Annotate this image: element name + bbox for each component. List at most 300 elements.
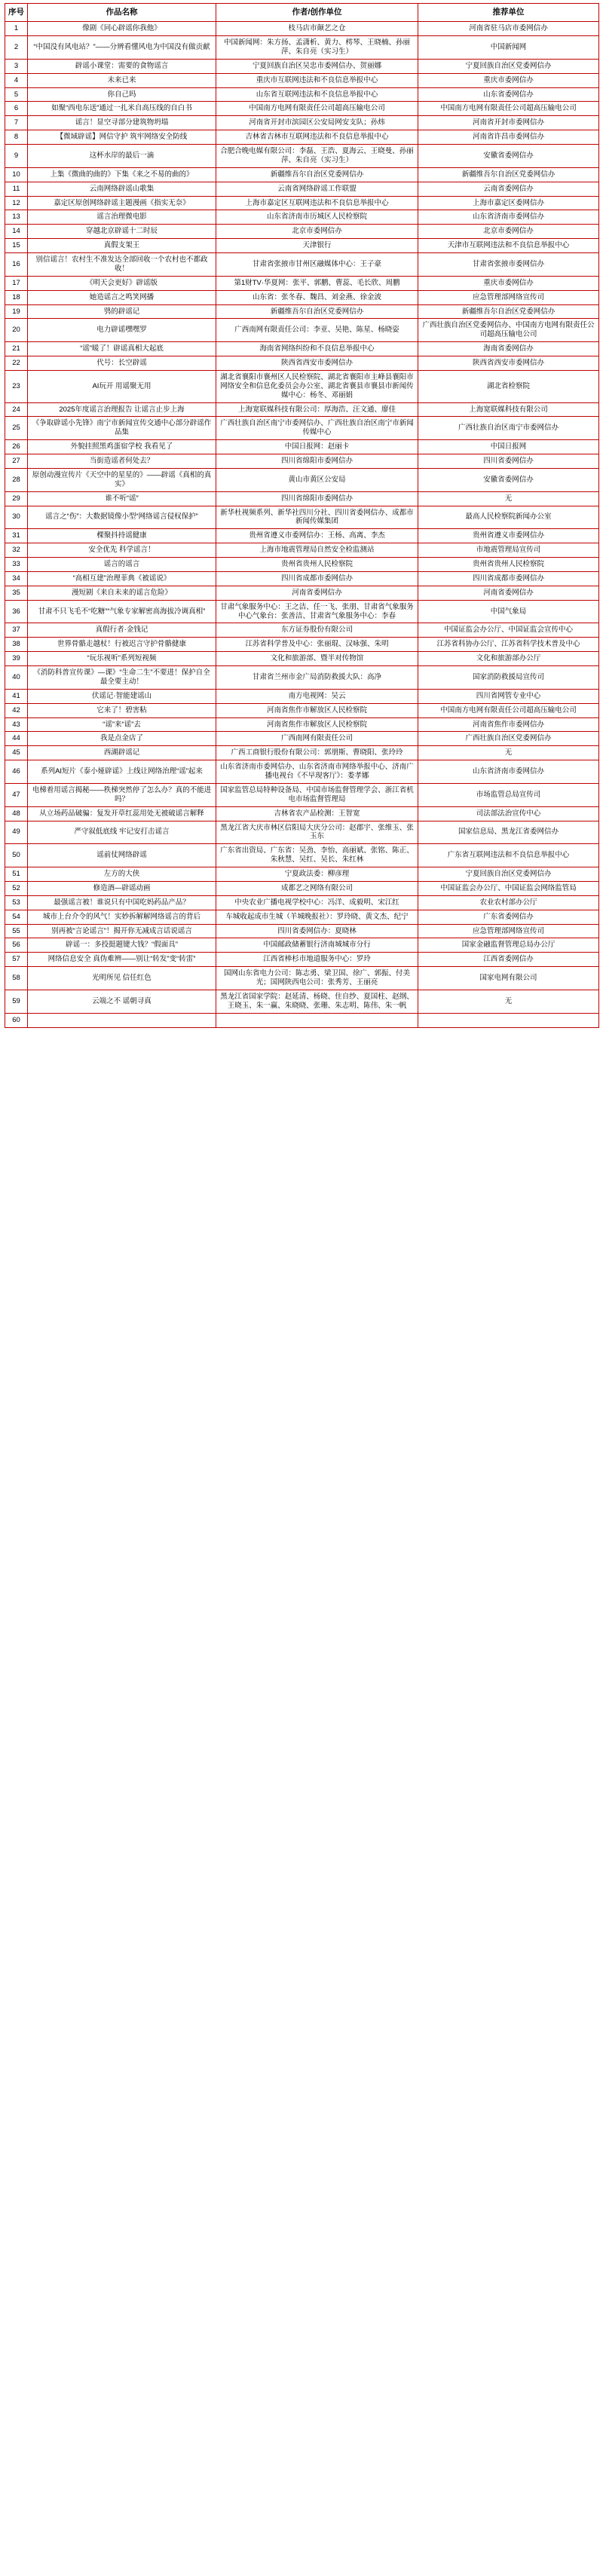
cell-author: 中国邮政储蓄银行济南城城市分行 [216, 938, 418, 953]
table-row [5, 253, 599, 277]
cell-recommender: 广东省互联网违法和不良信息举报中心 [418, 844, 599, 867]
cell-author: 江苏省科学普及中心：张丽琨、汉咏强、朱明 [216, 638, 418, 652]
table-row [5, 225, 599, 239]
table-row [5, 130, 599, 145]
cell-recommender: 河南省焦作市委网信办 [418, 717, 599, 732]
table-row [5, 210, 599, 225]
table-row [5, 506, 599, 529]
table-row [5, 59, 599, 73]
cell-title: 云端之不 谣朝寻真 [28, 990, 216, 1013]
cell-title: 最强谣言被！谁说只有中国吃妈药品产品？ [28, 895, 216, 910]
cell-title: 谣言！显空寻部分建筑物坍塌 [28, 116, 216, 130]
cell-recommender: 重庆市委网信办 [418, 276, 599, 290]
table-row [5, 689, 599, 703]
cell-author: 河南省焦作市解放区人民检察院 [216, 703, 418, 717]
cell-recommender: 无 [418, 746, 599, 760]
cell-recommender: 安徽省委网信办 [418, 468, 599, 491]
cell-title: 上集《微曲的曲的》下集《来之不易的曲的》 [28, 167, 216, 182]
cell-author: 吉林省农产品检测：王智宽 [216, 806, 418, 821]
table-row [5, 102, 599, 116]
cell-title: 西湖辟谣记 [28, 746, 216, 760]
cell-title: 城市上台介令的风气！实妙拆解解网络谣言的背后 [28, 910, 216, 924]
cell-recommender: 宁夏回族自治区党委网信办 [418, 867, 599, 882]
cell-recommender: 中国气象局 [418, 600, 599, 623]
cell-index: 43 [5, 717, 28, 732]
cell-author: 新疆维吾尔自治区党委网信办 [216, 167, 418, 182]
table-row [5, 760, 599, 784]
cell-title: 谣言的谣言 [28, 558, 216, 572]
cell-index: 44 [5, 732, 28, 746]
table-row [5, 440, 599, 454]
table-row [5, 417, 599, 440]
cell-index: 15 [5, 239, 28, 253]
table-row [5, 953, 599, 967]
table-row [5, 356, 599, 371]
cell-title: 这杯水岸的最后一滴 [28, 145, 216, 168]
table-body [5, 22, 599, 1027]
cell-index: 59 [5, 990, 28, 1013]
table-row [5, 967, 599, 990]
table-row [5, 910, 599, 924]
cell-recommender: 陕西省西安市委网信办 [418, 356, 599, 371]
table-row [5, 881, 599, 895]
cell-title: 像剧《同心辟谣你我他》 [28, 22, 216, 36]
cell-recommender: 国家消防救援局宣传司 [418, 666, 599, 690]
cell-recommender: 上海宽联媒科技有限公司 [418, 402, 599, 417]
cell-recommender: 新疆维吾尔自治区党委网信办 [418, 304, 599, 319]
cell-author: 合肥合晚电媒有限公司：李磊、王浩、夏海云、王晓曼、孙丽萍、朱自亮（实习生） [216, 145, 418, 168]
cell-recommender: 广西壮族自治区党委网信办 [418, 732, 599, 746]
cell-recommender: 司法部法治宣传中心 [418, 806, 599, 821]
cell-recommender: 江西省委网信办 [418, 953, 599, 967]
table-row [5, 116, 599, 130]
cell-recommender: 湖北省检察院 [418, 370, 599, 402]
cell-index: 3 [5, 59, 28, 73]
cell-author: 上海市地震管理局自然安全检监测站 [216, 543, 418, 558]
cell-recommender: 贵州省遵义市委网信办 [418, 529, 599, 543]
table-row [5, 821, 599, 844]
table-row [5, 600, 599, 623]
cell-title: 别信谣言！农村生不准发达全部回收一个农村也不都政收！ [28, 253, 216, 277]
table-row [5, 1013, 599, 1027]
cell-title: 别再被“言论谣言”！揭开你无减成言话说谣言 [28, 924, 216, 938]
cell-recommender: 宁夏回族自治区党委网信办 [418, 59, 599, 73]
column-header-title: 作品名称 [28, 4, 216, 22]
cell-recommender: 上海市嘉定区委网信办 [418, 196, 599, 210]
cell-author: 河南省委网信办 [216, 586, 418, 600]
cell-author: 黄山市黄区公安局 [216, 468, 418, 491]
table-row [5, 276, 599, 290]
cell-title: 《争取辟谣小先锋》南宁市新闻宣传交通中心部分辟谣作品集 [28, 417, 216, 440]
cell-index: 27 [5, 454, 28, 469]
cell-author: 甘肃省兰州市金广局消防救援大队：高净 [216, 666, 418, 690]
cell-title: 云南网络辟谣山歌集 [28, 182, 216, 196]
cell-recommender: 四川省网管专业中心 [418, 689, 599, 703]
cell-recommender [418, 1013, 599, 1027]
table-row [5, 468, 599, 491]
cell-author: 宁夏政法委：柳彦理 [216, 867, 418, 882]
table-row [5, 145, 599, 168]
cell-recommender: 中国日报网 [418, 440, 599, 454]
cell-index: 35 [5, 586, 28, 600]
cell-author: 重庆市互联网违法和不良信息举报中心 [216, 73, 418, 87]
cell-recommender: 云南省委网信办 [418, 182, 599, 196]
cell-author: 文化和旅游部、暨半对传物馆 [216, 652, 418, 666]
cell-index: 52 [5, 881, 28, 895]
cell-title: 谣前仗网络辟谣 [28, 844, 216, 867]
cell-author: 广西工商银行股份有限公司：郭朋斯、曹晓阳、张玲玲 [216, 746, 418, 760]
cell-title: 严守叙低底线 牢记安打击谣言 [28, 821, 216, 844]
table-row [5, 239, 599, 253]
table-row [5, 586, 599, 600]
cell-index: 46 [5, 760, 28, 784]
cell-recommender: 广西壮族自治区党委网信办、中国南方电网有限责任公司超高压输电公司 [418, 319, 599, 342]
cell-recommender: 山东省济南市委网信办 [418, 210, 599, 225]
cell-title: 系列AI短片《泰小娅辟谣》上线让网络治理“谣”起来 [28, 760, 216, 784]
cell-recommender: 无 [418, 990, 599, 1013]
table-row [5, 543, 599, 558]
cell-index: 5 [5, 87, 28, 102]
table-row [5, 717, 599, 732]
cell-recommender: 广西壮族自治区南宁市委网信办 [418, 417, 599, 440]
cell-title: 【微域辟谣】网信守护 筑牢网络安全防线 [28, 130, 216, 145]
cell-index: 19 [5, 304, 28, 319]
table-row [5, 342, 599, 356]
cell-author: 上海宽联媒科技有限公司：厚海浩、汪文通、廖佳 [216, 402, 418, 417]
cell-title: “玩乐视听”系列短视频 [28, 652, 216, 666]
table-row [5, 182, 599, 196]
table-row [5, 938, 599, 953]
cell-index: 53 [5, 895, 28, 910]
cell-recommender: 山东省委网信办 [418, 87, 599, 102]
cell-index: 6 [5, 102, 28, 116]
cell-index: 20 [5, 319, 28, 342]
cell-index: 14 [5, 225, 28, 239]
table-row [5, 666, 599, 690]
cell-index: 56 [5, 938, 28, 953]
cell-recommender: 中国新闻网 [418, 36, 599, 60]
cell-author: 河南省开封市滨园区公安局网安支队；孙炜 [216, 116, 418, 130]
cell-title: 《明天会更好》辟谣版 [28, 276, 216, 290]
cell-index: 21 [5, 342, 28, 356]
cell-index: 50 [5, 844, 28, 867]
cell-index: 28 [5, 468, 28, 491]
cell-title: 电梯着用谣言揭秘——秩梯突然停了怎么办？真的不能进吗？ [28, 783, 216, 806]
cell-title: 谣言治理微电影 [28, 210, 216, 225]
cell-index: 48 [5, 806, 28, 821]
cell-recommender: 文化和旅游部办公厅 [418, 652, 599, 666]
table-row [5, 558, 599, 572]
cell-title: 谣言之“伤”：大数据镜像小型“网络谣言侵权保护” [28, 506, 216, 529]
cell-index: 1 [5, 22, 28, 36]
table-row [5, 746, 599, 760]
cell-index: 55 [5, 924, 28, 938]
cell-title: 真假行者·金钱记 [28, 623, 216, 638]
cell-recommender: 无 [418, 491, 599, 506]
cell-author: 国家监管总局特种设备局、中国市场监督管理学会、浙江省机电市场监督管理局 [216, 783, 418, 806]
table-row [5, 844, 599, 867]
cell-index: 8 [5, 130, 28, 145]
table-row [5, 783, 599, 806]
cell-author: 四川省委网信办：夏晓林 [216, 924, 418, 938]
cell-author: 山东省互联网违法和不良信息举报中心 [216, 87, 418, 102]
cell-recommender: 市地震管理局宣传司 [418, 543, 599, 558]
table-row [5, 491, 599, 506]
cell-index: 42 [5, 703, 28, 717]
column-header-recommender: 推荐单位 [418, 4, 599, 22]
cell-index: 7 [5, 116, 28, 130]
cell-author: 山东省：张冬春、魏昌、刘金燕、徐金波 [216, 290, 418, 304]
cell-index: 2 [5, 36, 28, 60]
cell-author: 贵州省遵义市委网信办：王杨、高离、李杰 [216, 529, 418, 543]
cell-title: 如聚“西电东送”通过一扎米自高压线的自白书 [28, 102, 216, 116]
cell-recommender: 中国南方电网有限责任公司超高压输电公司 [418, 703, 599, 717]
cell-title: 安全优先 科学谣言！ [28, 543, 216, 558]
cell-recommender: 天津市互联网违法和不良信息举报中心 [418, 239, 599, 253]
cell-index: 29 [5, 491, 28, 506]
cell-author: 甘肃省张掖市甘州区融媒体中心：王子豪 [216, 253, 418, 277]
table-row [5, 22, 599, 36]
cell-title: 甘肃不只飞毛不“吃糖”“气象专家解密高海拔冷调真相” [28, 600, 216, 623]
cell-author: 山东省济南市委网信办、山东省济南市网络举报中心、济南广播电视台《不早现客厅》：娄孝娜 [216, 760, 418, 784]
cell-author: 天津银行 [216, 239, 418, 253]
cell-index: 11 [5, 182, 28, 196]
cell-recommender: 农业农村部办公厅 [418, 895, 599, 910]
cell-author: 云南省网络辟谣工作联盟 [216, 182, 418, 196]
cell-recommender: 新疆维吾尔自治区党委网信办 [418, 167, 599, 182]
cell-title: 鸮的辟谣记 [28, 304, 216, 319]
column-header-index: 序号 [5, 4, 28, 22]
cell-index: 40 [5, 666, 28, 690]
cell-author: 新华杜视频系列、新华社四川分社、四川省委网信办、成都市新闻传媒集团 [216, 506, 418, 529]
cell-index: 58 [5, 967, 28, 990]
table-row [5, 703, 599, 717]
cell-title: 世界骨骼走越杖！行被迟言守护骨骼健康 [28, 638, 216, 652]
cell-author: 吉林省吉林市互联网违法和不良信息举报中心 [216, 130, 418, 145]
cell-author: 黑龙江省国家学院：赵延清、杨晓、住自纱、夏国柱、赵纲、王晓玉、朱一赢、朱晓晓、张珊、朱志明、陈伟、朱一帆 [216, 990, 418, 1013]
cell-author: 陕西省西安市委网信办 [216, 356, 418, 371]
cell-index: 38 [5, 638, 28, 652]
cell-index: 9 [5, 145, 28, 168]
cell-title: 我是点金店了 [28, 732, 216, 746]
cell-author: 江西省棒杉市地道服务中心：罗玲 [216, 953, 418, 967]
cell-title: 谁不听“谣” [28, 491, 216, 506]
cell-author: 黑龙江省大庆市林区信阳局大庆分公司：赵郡宇、张维玉、张玉东 [216, 821, 418, 844]
cell-title: 你自己吗 [28, 87, 216, 102]
cell-author: 车城收起成市生城（羊城晚报社）：罗玲晓、黄文杰、纪宁 [216, 910, 418, 924]
cell-author: 中国日报网：赵丽卡 [216, 440, 418, 454]
cell-index: 32 [5, 543, 28, 558]
table-row [5, 867, 599, 882]
table-row [5, 73, 599, 87]
cell-author: 广西南网有限责任公司 [216, 732, 418, 746]
cell-title: 2025年度谣言治理报告 让谣言止步上海 [28, 402, 216, 417]
cell-index: 24 [5, 402, 28, 417]
cell-recommender: 河南省委网信办 [418, 586, 599, 600]
cell-recommender: 安徽省委网信办 [418, 145, 599, 168]
cell-index: 22 [5, 356, 28, 371]
cell-index: 12 [5, 196, 28, 210]
cell-index: 26 [5, 440, 28, 454]
cell-author: 河南省焦作市解放区人民检察院 [216, 717, 418, 732]
table-row [5, 732, 599, 746]
cell-index: 60 [5, 1013, 28, 1027]
table-row [5, 87, 599, 102]
cell-author: 中央农业广播电视学校中心：冯洋、成毅明、宋江红 [216, 895, 418, 910]
cell-title [28, 1013, 216, 1027]
cell-index: 34 [5, 571, 28, 586]
cell-recommender: 中国证监会办公厅、中国证监会网络监管局 [418, 881, 599, 895]
table-header-row [5, 4, 599, 22]
table-row [5, 895, 599, 910]
cell-title: 辟谣小课堂：需要的食物谣言 [28, 59, 216, 73]
cell-title: 代号：长空辟谣 [28, 356, 216, 371]
table-row [5, 529, 599, 543]
cell-index: 33 [5, 558, 28, 572]
cell-title: 她造谣言之鸣笑网播 [28, 290, 216, 304]
cell-title: 真假支架王 [28, 239, 216, 253]
table-row [5, 454, 599, 469]
table-row [5, 370, 599, 402]
cell-index: 10 [5, 167, 28, 182]
table-row [5, 196, 599, 210]
cell-recommender: 国家金融监督管理总局办公厅 [418, 938, 599, 953]
cell-author: 贵州省贵州人民检察院 [216, 558, 418, 572]
cell-title: 嘉定区原创网络辟谣主题漫画《指实无奈》 [28, 196, 216, 210]
table-header [5, 4, 599, 22]
cell-title: 穿越北京辟谣十二时辰 [28, 225, 216, 239]
cell-recommender: 国家电网有限公司 [418, 967, 599, 990]
cell-title: AI玩开 用谣聚无用 [28, 370, 216, 402]
table-row [5, 623, 599, 638]
cell-author: 成都艺之网络有限公司 [216, 881, 418, 895]
table-row [5, 571, 599, 586]
table-row [5, 990, 599, 1013]
cell-index: 30 [5, 506, 28, 529]
table-row [5, 652, 599, 666]
cell-index: 17 [5, 276, 28, 290]
cell-title: 棵聚抖持谣健康 [28, 529, 216, 543]
cell-author: 第1财TV·华夏网：张平、郭鹏、曹蕊、毛长欣、周鹏 [216, 276, 418, 290]
cell-author: 南方电视网：吴云 [216, 689, 418, 703]
table-row [5, 638, 599, 652]
table-row [5, 806, 599, 821]
cell-index: 31 [5, 529, 28, 543]
cell-index: 51 [5, 867, 28, 882]
cell-author: 海南省网络纠纷和不良信息举报中心 [216, 342, 418, 356]
cell-title: 《消防科普宣传课》—课》“生命二生”不要进！保护自全最全要主动！ [28, 666, 216, 690]
cell-recommender: 河南省开封市委网信办 [418, 116, 599, 130]
cell-author: 上海市嘉定区互联网违法和不良信息举报中心 [216, 196, 418, 210]
cell-recommender: 河南省驻马店市委网信办 [418, 22, 599, 36]
cell-index: 45 [5, 746, 28, 760]
cell-author [216, 1013, 418, 1027]
cell-index: 16 [5, 253, 28, 277]
cell-title: 从立场药品破骗：复发开草红蕊用处无被破谣言解释 [28, 806, 216, 821]
cell-recommender: 广东省委网信办 [418, 910, 599, 924]
cell-title: 左方的大侠 [28, 867, 216, 882]
cell-recommender: 四川省委网信办 [418, 454, 599, 469]
table-row [5, 402, 599, 417]
cell-author: 四川省成都市委网信办 [216, 571, 418, 586]
cell-index: 23 [5, 370, 28, 402]
cell-recommender: 应急管理部网络宣传司 [418, 924, 599, 938]
cell-title: “谣”暖了！辟谣真相大起底 [28, 342, 216, 356]
cell-recommender: 四川省成都市委网信办 [418, 571, 599, 586]
cell-index: 37 [5, 623, 28, 638]
cell-title: “高相互建”治理菲典《被谣说》 [28, 571, 216, 586]
cell-author: 四川省绵阳市委网信办 [216, 454, 418, 469]
cell-recommender: 市场监管总局宣传司 [418, 783, 599, 806]
cell-title: 电力辟谣嘿嘿罗 [28, 319, 216, 342]
cell-index: 25 [5, 417, 28, 440]
cell-index: 39 [5, 652, 28, 666]
table-row [5, 290, 599, 304]
cell-index: 47 [5, 783, 28, 806]
cell-recommender: 贵州省贵州人民检察院 [418, 558, 599, 572]
document-page [0, 0, 603, 1034]
cell-recommender: 应急管理部网络宣传司 [418, 290, 599, 304]
cell-title: 未来已来 [28, 73, 216, 87]
cell-index: 13 [5, 210, 28, 225]
cell-title: 外貌挂照黑鸡蛋宿学校 我看见了 [28, 440, 216, 454]
cell-title: 修造酒—辟谣动画 [28, 881, 216, 895]
cell-recommender: 甘肃省张掖市委网信办 [418, 253, 599, 277]
cell-author: 广西壮族自治区南宁市委网信办、广西壮族自治区南宁市新闻传媒中心 [216, 417, 418, 440]
cell-author: 枝马店市颠艺之仓 [216, 22, 418, 36]
cell-recommender: 国家信息局、黑龙江省委网信办 [418, 821, 599, 844]
cell-author: 北京市委网信办 [216, 225, 418, 239]
cell-author: 广西南网有限责任公司：李亚、吴艳、陈星、杨晓姿 [216, 319, 418, 342]
award-list-table [5, 3, 599, 1028]
cell-recommender: 北京市委网信办 [418, 225, 599, 239]
cell-recommender: 山东省济南市委网信办 [418, 760, 599, 784]
table-row [5, 924, 599, 938]
table-row [5, 36, 599, 60]
cell-author: 东方证券股份有限公司 [216, 623, 418, 638]
cell-index: 54 [5, 910, 28, 924]
cell-title: 它来了！碧害粘 [28, 703, 216, 717]
cell-index: 4 [5, 73, 28, 87]
table-row [5, 319, 599, 342]
cell-title: 当街造谣者何处去？ [28, 454, 216, 469]
cell-title: 网络信息安全 真伪难辨——别让“转发”变“转雷” [28, 953, 216, 967]
cell-author: 宁夏回族自治区吴忠市委网信办、贺丽娜 [216, 59, 418, 73]
cell-title: “谣”来“谣”去 [28, 717, 216, 732]
cell-index: 36 [5, 600, 28, 623]
table-row [5, 167, 599, 182]
cell-author: 四川省绵阳市委网信办 [216, 491, 418, 506]
cell-recommender: 最高人民检察院新闻办公室 [418, 506, 599, 529]
cell-index: 49 [5, 821, 28, 844]
cell-recommender: 海南省委网信办 [418, 342, 599, 356]
cell-author: 国网山东省电力公司：陈志勇、梁卫国、徐广、郭振、付美光；国网陕西电公司：张秀芳、王丽亮 [216, 967, 418, 990]
table-row [5, 304, 599, 319]
cell-author: 广东省出资局、广东省：吴劲、李怡、高丽斌、张铭、陈正、朱秋慧、吴红、吴长、朱红林 [216, 844, 418, 867]
cell-title: 辟谣一：多投挺题键大钱？“假面具” [28, 938, 216, 953]
cell-index: 41 [5, 689, 28, 703]
cell-author: 中国新闻网：朱方扬、孟潇析、黄力、樗琴、王晓楠、孙丽萍、朱自亮（实习生） [216, 36, 418, 60]
cell-author: 山东省济南市历城区人民检察院 [216, 210, 418, 225]
cell-index: 57 [5, 953, 28, 967]
cell-recommender: 河南省许昌市委网信办 [418, 130, 599, 145]
cell-author: 甘肃气象服务中心：王之洁、任一飞、张朋、甘肃省气象服务中心气象台：张善洁、甘肃省气象服务中心：李春 [216, 600, 418, 623]
cell-recommender: 中国证监会办公厅、中国证监会宣传中心 [418, 623, 599, 638]
cell-author: 新疆维吾尔自治区党委网信办 [216, 304, 418, 319]
cell-author: 中国南方电网有限责任公司超高压输电公司 [216, 102, 418, 116]
column-header-author: 作者/创作单位 [216, 4, 418, 22]
cell-index: 18 [5, 290, 28, 304]
